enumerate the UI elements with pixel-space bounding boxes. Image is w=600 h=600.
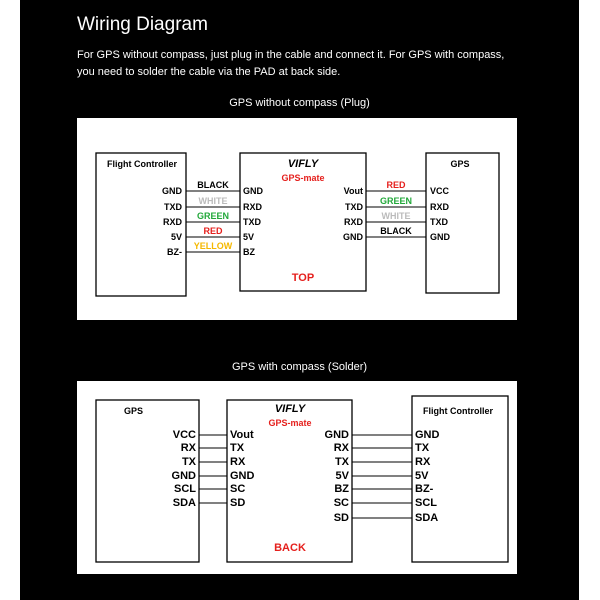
module-pin: TX bbox=[334, 456, 349, 468]
gps-pin: RX bbox=[180, 442, 196, 454]
wire-label-white: WHITE bbox=[198, 196, 228, 206]
right-wire-group bbox=[366, 180, 426, 237]
gps-pin: TXD bbox=[430, 217, 448, 227]
page-title: Wiring Diagram bbox=[77, 14, 208, 35]
fc-title: Flight Controller bbox=[423, 406, 493, 416]
module-pin: SD bbox=[333, 512, 349, 524]
module-pin: BZ bbox=[334, 483, 349, 495]
fc-pin: SCL bbox=[415, 497, 437, 509]
gps-pin: SDA bbox=[172, 497, 196, 509]
gps-pin: GND bbox=[171, 470, 196, 482]
module-name: GPS-mate bbox=[268, 418, 312, 428]
module-pin: GND bbox=[343, 232, 363, 242]
module-pin: RX bbox=[230, 456, 246, 468]
wire-label-black: BLACK bbox=[380, 226, 412, 236]
left-wire-group bbox=[186, 180, 240, 252]
left-wire-group bbox=[199, 435, 227, 503]
module-pin: BZ bbox=[243, 247, 255, 257]
gps-pin: VCC bbox=[430, 186, 450, 196]
gps-pin: SCL bbox=[174, 483, 196, 495]
fc-pin: SDA bbox=[415, 512, 439, 524]
module-pin: SC bbox=[230, 483, 246, 495]
module-side-back: BACK bbox=[274, 542, 306, 554]
fc-pin: BZ- bbox=[167, 247, 182, 257]
module-pin: 5V bbox=[335, 470, 349, 482]
diagram-solder bbox=[77, 381, 517, 574]
fc-pin: RX bbox=[415, 456, 431, 468]
wire-label-yellow: YELLOW bbox=[193, 241, 233, 251]
diagram2-caption: GPS with compass (Solder) bbox=[231, 361, 368, 373]
module-side-top: TOP bbox=[291, 272, 315, 284]
wire-label-white: WHITE bbox=[381, 211, 411, 221]
wire-label-black: BLACK bbox=[197, 180, 229, 190]
module-pin: RX bbox=[333, 442, 349, 454]
module-pin: SC bbox=[333, 497, 349, 509]
module-pin: RXD bbox=[243, 202, 263, 212]
module-pin: GND bbox=[324, 429, 349, 441]
diagram-plug bbox=[77, 118, 517, 320]
fc-pin: BZ- bbox=[415, 483, 434, 495]
module-brand: VIFLY bbox=[274, 403, 306, 415]
gps-pin: VCC bbox=[172, 429, 196, 441]
module-pin: 5V bbox=[243, 232, 255, 242]
gps-pin: GND bbox=[430, 232, 450, 242]
module-pin: Vout bbox=[230, 429, 254, 441]
module-pin: RXD bbox=[343, 217, 363, 227]
gps-pin: TX bbox=[181, 456, 196, 468]
wire-label-red: RED bbox=[203, 226, 223, 236]
fc-pin: GND bbox=[415, 429, 440, 441]
fc-title: Flight Controller bbox=[107, 159, 177, 169]
module-pin: TXD bbox=[345, 202, 363, 212]
fc-pin: GND bbox=[162, 186, 182, 196]
module-name: GPS-mate bbox=[281, 173, 325, 183]
gps-title: GPS bbox=[124, 406, 144, 416]
right-wire-group bbox=[352, 435, 412, 518]
fc-pin: 5V bbox=[415, 470, 429, 482]
module-brand: VIFLY bbox=[287, 158, 319, 170]
wire-label-green: GREEN bbox=[196, 211, 230, 221]
fc-pin: TXD bbox=[164, 202, 182, 212]
module-pin: SD bbox=[230, 497, 246, 509]
wire-label-green: GREEN bbox=[379, 196, 413, 206]
module-pin: Vout bbox=[343, 186, 363, 196]
module-pin: TX bbox=[230, 442, 245, 454]
fc-pin: TX bbox=[415, 442, 430, 454]
fc-pin: 5V bbox=[170, 232, 182, 242]
module-pin: GND bbox=[243, 186, 263, 196]
module-pin: GND bbox=[230, 470, 255, 482]
gps-pin: RXD bbox=[430, 202, 450, 212]
gps-title: GPS bbox=[450, 159, 470, 169]
fc-pin: RXD bbox=[162, 217, 182, 227]
wire-label-red: RED bbox=[386, 180, 406, 190]
page-description: For GPS without compass, just plug in the cable and connect it. For GPS with compass, you need to solder the cable via the PAD at back side. bbox=[77, 49, 505, 78]
diagram1-caption: GPS without compass (Plug) bbox=[229, 97, 370, 109]
module-pin: TXD bbox=[243, 217, 261, 227]
